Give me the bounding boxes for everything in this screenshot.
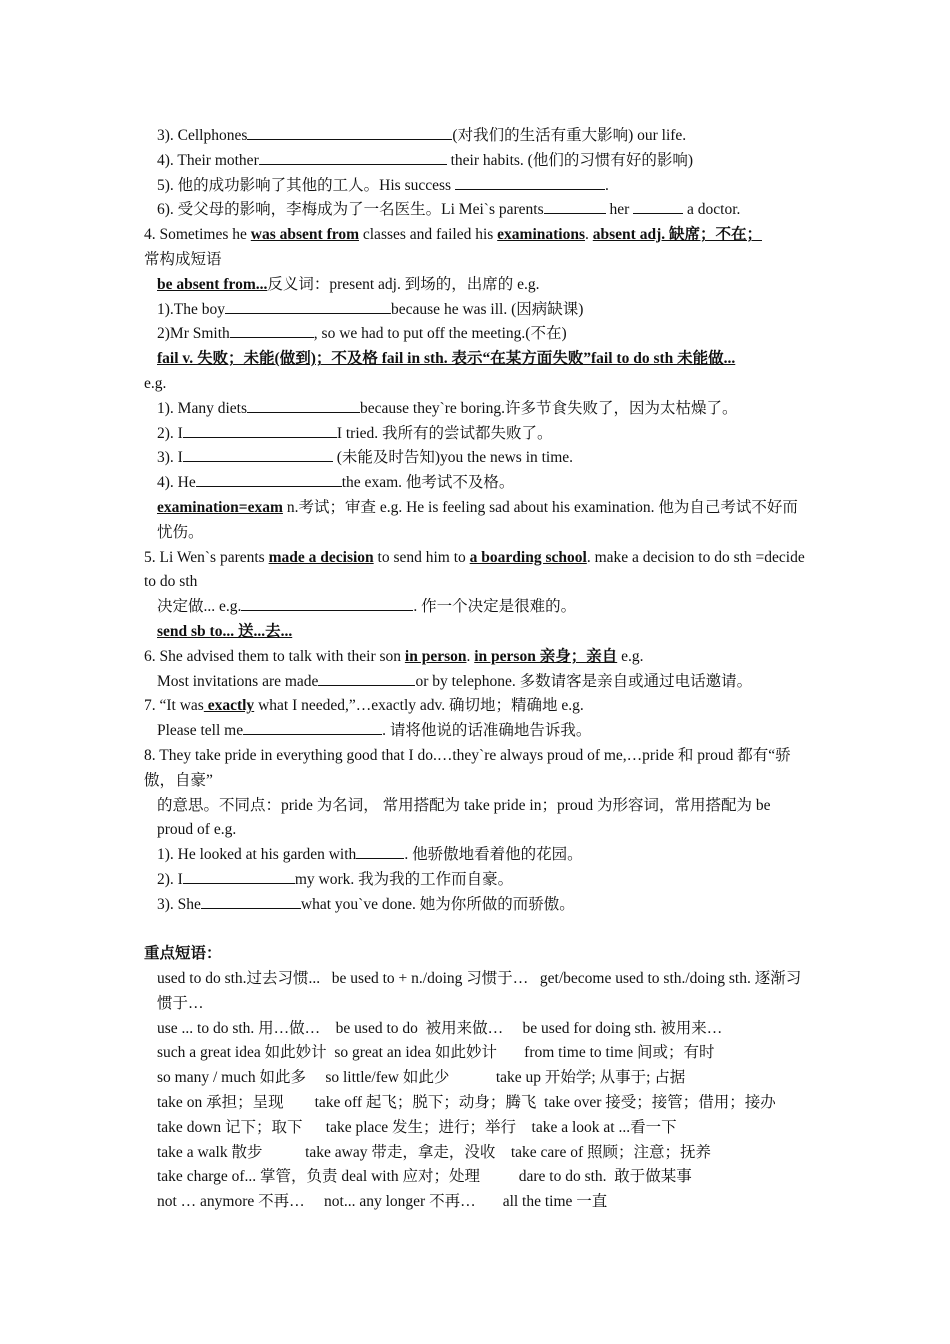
answer-blank[interactable] (544, 198, 606, 214)
text-paragraph (144, 496, 808, 546)
text: 6). 受父母的影响，李梅成为了一名医生。Li Mei`s parents (157, 201, 544, 219)
answer-blank[interactable] (201, 893, 301, 909)
text: because he was ill. (因病缺课) (391, 300, 584, 318)
phrase-row: so many / much 如此多 so little/few 如此少 take up 开始学; 从事于; 占据 (157, 1069, 686, 1087)
answer-blank[interactable] (230, 322, 314, 338)
text-paragraph: 的意思。不同点：pride 为名词， 常用搭配为 take pride in；proud 为形容词，常用搭配为 be proud of e.g. (157, 796, 771, 839)
answer-blank[interactable] (633, 198, 683, 214)
exercise-line (144, 893, 808, 918)
answer-blank[interactable] (196, 471, 342, 487)
item-5-heading (144, 546, 808, 596)
exercise-line (144, 298, 808, 323)
exercise-line (144, 843, 808, 868)
text-line (144, 273, 808, 298)
text: , so we had to put off the meeting.(不在) (313, 325, 567, 343)
text: the exam. 他考试不及格。 (341, 474, 515, 492)
text: 2). I (157, 424, 183, 442)
text: a doctor. (683, 201, 741, 219)
item-6-heading (144, 645, 808, 670)
phrase-row: take a walk 散步 take away 带走，拿走，没收 take care of 照顾；注意；抚养 (157, 1143, 711, 1161)
exercise-line (144, 397, 808, 422)
text: . (585, 226, 593, 244)
key-phrase: a boarding school (469, 548, 587, 566)
phrase-row: take on 承担；呈现 take off 起飞；脱下；动身；腾飞 take over 接受；接管；借用；接办 (157, 1094, 776, 1112)
text: e.g. (617, 647, 644, 665)
text-line (144, 620, 808, 645)
answer-blank[interactable] (183, 422, 337, 438)
key-phrase: made a decision (268, 548, 374, 566)
definition: absent adj. 缺席；不在； (592, 226, 762, 244)
text: classes and failed his (359, 226, 498, 244)
answer-blank[interactable] (455, 174, 605, 190)
text: (未能及时告知)you the news in time. (332, 449, 574, 467)
text: 2). I (157, 870, 183, 888)
key-phrase: was absent from (250, 226, 359, 244)
text: 4). He (157, 474, 196, 492)
text: 决定做... e.g. (157, 598, 242, 616)
answer-blank[interactable] (356, 843, 404, 859)
phrase-row: used to do sth.过去习惯... be used to + n./doing 习惯于… get/become used to sth./doing sth. 逐渐习惯于… (157, 970, 802, 1012)
exercise-line (144, 124, 808, 149)
section-title: 重点短语： (144, 945, 222, 963)
phrase-row: such a great idea 如此妙计 so great an idea 如此妙计 from time to time 间或；有时 (157, 1044, 715, 1062)
text: 3). She (157, 895, 201, 913)
text: their habits. (他们的习惯有好的影响) (446, 151, 693, 169)
text: 1). Many diets (157, 399, 247, 417)
text: . 他骄傲地看着他的花园。 (404, 846, 583, 864)
text: 4. Sometimes he (144, 226, 251, 244)
text: . (604, 176, 609, 194)
phrase-row: take down 记下；取下 take place 发生；进行；举行 take a look at ...看一下 (157, 1118, 677, 1136)
text: 5. Li Wen`s parents (144, 548, 269, 566)
text: . 请将他说的话准确地告诉我。 (382, 722, 592, 740)
definition: fail v. 失败；未能(做到)；不及格 fail in sth. 表示“在某方面失败”fail to do sth 未能做... (157, 350, 736, 368)
exercise-line (144, 868, 808, 893)
text: Please tell me (157, 722, 244, 740)
text: n.考试；审查 e.g. He is feeling sad about his examination. 他为自己考试不好而忧伤。 (157, 498, 798, 541)
exercise-line (144, 422, 808, 447)
answer-blank[interactable] (241, 595, 413, 611)
item-4-heading (144, 223, 808, 248)
text: I tried. 我所有的尝试都失败了。 (336, 424, 553, 442)
answer-blank[interactable] (183, 868, 295, 884)
document-body (144, 124, 808, 1215)
text: 3). I (157, 449, 183, 467)
answer-blank[interactable] (247, 397, 360, 413)
text: 1).The boy (157, 300, 226, 318)
text-line: e.g. (144, 374, 167, 392)
exercise-line (144, 322, 808, 347)
answer-blank[interactable] (183, 446, 333, 462)
text: 7. “It was (144, 697, 204, 715)
exercise-line (144, 446, 808, 471)
exercise-line (144, 595, 808, 620)
key-phrase: be absent from... (157, 275, 268, 293)
text: . make a decision to do sth =decide to do sth (144, 548, 805, 591)
text: to send him to (373, 548, 470, 566)
text: . 作一个决定是很难的。 (413, 598, 577, 616)
answer-blank[interactable] (243, 719, 382, 735)
exercise-line (144, 149, 808, 174)
answer-blank[interactable] (247, 124, 452, 140)
text: 5). 他的成功影响了其他的工人。His success (157, 176, 455, 194)
text: what I needed,”…exactly adv. 确切地；精确地 e.g. (254, 697, 584, 715)
text: . (466, 647, 475, 665)
text-line: 常构成短语 (144, 250, 222, 268)
text: 3). Cellphones (157, 127, 248, 144)
item-8-heading: 8. They take pride in everything good that I do.…they`re always proud of me,…pride 和 proud 都有“骄傲，自豪” (144, 746, 791, 789)
phrase-row: take charge of... 掌管，负责 deal with 应对；处理 dare to do sth. 敢于做某事 (157, 1168, 692, 1186)
text: because they`re boring.许多节食失败了，因为太枯燥了。 (359, 399, 738, 417)
text: Most invitations are made (157, 672, 319, 690)
text-line (144, 347, 808, 372)
key-phrase: examinations (497, 226, 586, 244)
answer-blank[interactable] (318, 670, 415, 686)
text: or by telephone. 多数请客是亲自或通过电话邀请。 (415, 672, 753, 690)
spacer (144, 918, 808, 943)
exercise-line (144, 174, 808, 199)
answer-blank[interactable] (259, 149, 447, 165)
answer-blank[interactable] (225, 298, 391, 314)
exercise-line (144, 670, 808, 695)
text: her (605, 201, 634, 219)
key-phrase: send sb to... 送...去... (157, 622, 293, 640)
text: my work. 我为我的工作而自豪。 (294, 870, 514, 888)
text: 6. She advised them to talk with their son (144, 647, 405, 665)
definition: in person 亲身；亲自 (474, 647, 618, 665)
text: 4). Their mother (157, 151, 259, 169)
exercise-line (144, 719, 808, 744)
key-phrase: examination=exam (157, 498, 283, 516)
phrase-row: use ... to do sth. 用…做… be used to do 被用来做… be used for doing sth. 被用来… (157, 1019, 723, 1037)
exercise-line (144, 198, 808, 223)
text: 反义词：present adj. 到场的，出席的 e.g. (267, 275, 540, 293)
text: 1). He looked at his garden with (157, 846, 357, 864)
text: what you`ve done. 她为你所做的而骄傲。 (300, 895, 575, 913)
exercise-line (144, 471, 808, 496)
text: 2)Mr Smith (157, 325, 230, 343)
text: (对我们的生活有重大影响) our life. (452, 127, 687, 144)
item-7-heading (144, 694, 808, 719)
key-phrase: exactly (203, 697, 255, 715)
phrase-row: not … anymore 不再… not... any longer 不再… all the time 一直 (157, 1193, 608, 1211)
key-phrase: in person (404, 647, 467, 665)
